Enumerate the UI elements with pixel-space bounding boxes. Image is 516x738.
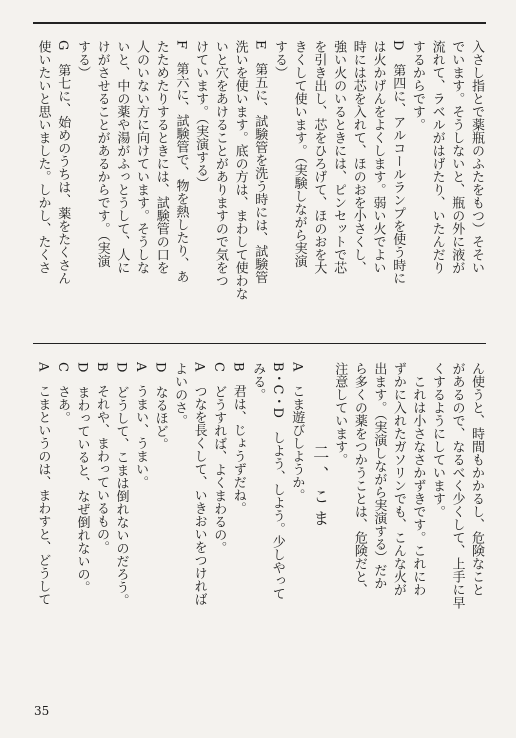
- lower-text-block: [33, 362, 486, 698]
- dialogue-line: C さあ。: [54, 362, 70, 424]
- dialogue-line: D なるほど。: [152, 362, 168, 451]
- dialogue-line: D まわっていると、なぜ倒れないの。: [74, 362, 90, 594]
- text-line: 強い火のいるときには、ピンセットで芯: [331, 40, 347, 274]
- dialogue-line: よいのさ。: [172, 362, 188, 427]
- text-line: 使いたいと思いました。しかし、たくさ: [35, 40, 51, 274]
- section-heading: 二、こま: [310, 444, 330, 532]
- text-line: きくして使います。（実験しながら実演: [291, 40, 307, 268]
- page-number: 35: [34, 704, 50, 718]
- middle-rule: [33, 343, 486, 344]
- text-line: たためたりするときには、試験管の口を: [153, 40, 169, 274]
- text-line: G 第七に、始めのうちは、薬をたくさん: [55, 40, 71, 285]
- text-line: いと、中の薬や湯がふっとうして、人に: [114, 40, 130, 274]
- dialogue-line: A つなを長くして、いきおいをつければ: [191, 362, 207, 606]
- text-line: F 第六に、試験管で、物を熱したり、あ: [173, 40, 189, 284]
- text-line: ら多くの薬をつかうことは、危険だと、: [351, 362, 367, 596]
- text-line: 流れて、ラベルがはげたり、いたんだり: [429, 40, 445, 274]
- text-line: けています。（実演する）: [193, 40, 209, 190]
- text-line: は火かげんをよくします。弱い火でよい: [370, 40, 386, 274]
- text-line: 時には芯を入れて、ほのおを小さくし、: [350, 40, 366, 274]
- text-line: 入さし指とで薬瓶のふたをもつ）そそい: [469, 40, 484, 274]
- text-line: する）: [271, 40, 287, 79]
- text-line: E 第五に、試験管を洗う時には、試験管: [252, 40, 268, 284]
- text-line: D 第四に、アルコールランプを使う時に: [390, 40, 406, 285]
- dialogue-line: A こまというのは、まわすと、どうして: [35, 362, 51, 606]
- text-line: けがさせることがあるからです。（実演: [94, 40, 110, 268]
- dialogue-line: D どうして、こまは倒れないのだろう。: [113, 362, 129, 607]
- dialogue-line: A こま遊びしようか。: [289, 362, 305, 502]
- dialogue-line: C どうすれば、よくまわるの。: [211, 362, 227, 554]
- text-line: でいます。そうしないと、瓶の外に液が: [449, 40, 465, 274]
- text-line: があるので、なるべく少くして、上手に早: [449, 362, 465, 609]
- text-line: くするようにしています。: [429, 362, 445, 518]
- text-line: 注意しています。: [332, 362, 348, 466]
- text-line: 人のいない方に向けています。そうしな: [134, 40, 150, 274]
- dialogue-line: A うまい、うまい。: [133, 362, 149, 489]
- text-line: 出ます。（実演しながら実演する）だか: [371, 362, 387, 590]
- dialogue-line: B 君は、じょうずだね。: [230, 362, 246, 515]
- text-line: 洗いを使います。底の方は、まわして使わな: [232, 40, 248, 300]
- text-line: これは小さなさかずきです。これにわ: [410, 362, 426, 596]
- text-line: を引き出し、芯をひろげて、ほのおを大: [311, 40, 327, 274]
- text-line: ん使うと、時間もかかるし、危険なこと: [469, 362, 484, 596]
- text-line: いと穴をあけることがありますので気をつ: [212, 40, 228, 287]
- text-line: するからです。: [409, 40, 425, 131]
- text-line: する）: [74, 40, 90, 79]
- top-rule: [33, 22, 486, 24]
- text-line: ずかに入れたガソリンでも、こんな火が: [390, 362, 406, 596]
- upper-text-block: [33, 40, 486, 334]
- dialogue-line: B・C・D しよう、しよう。少しやって: [269, 362, 285, 600]
- dialogue-line: みる。: [250, 362, 266, 401]
- dialogue-line: B それや、まわっているもの。: [94, 362, 109, 554]
